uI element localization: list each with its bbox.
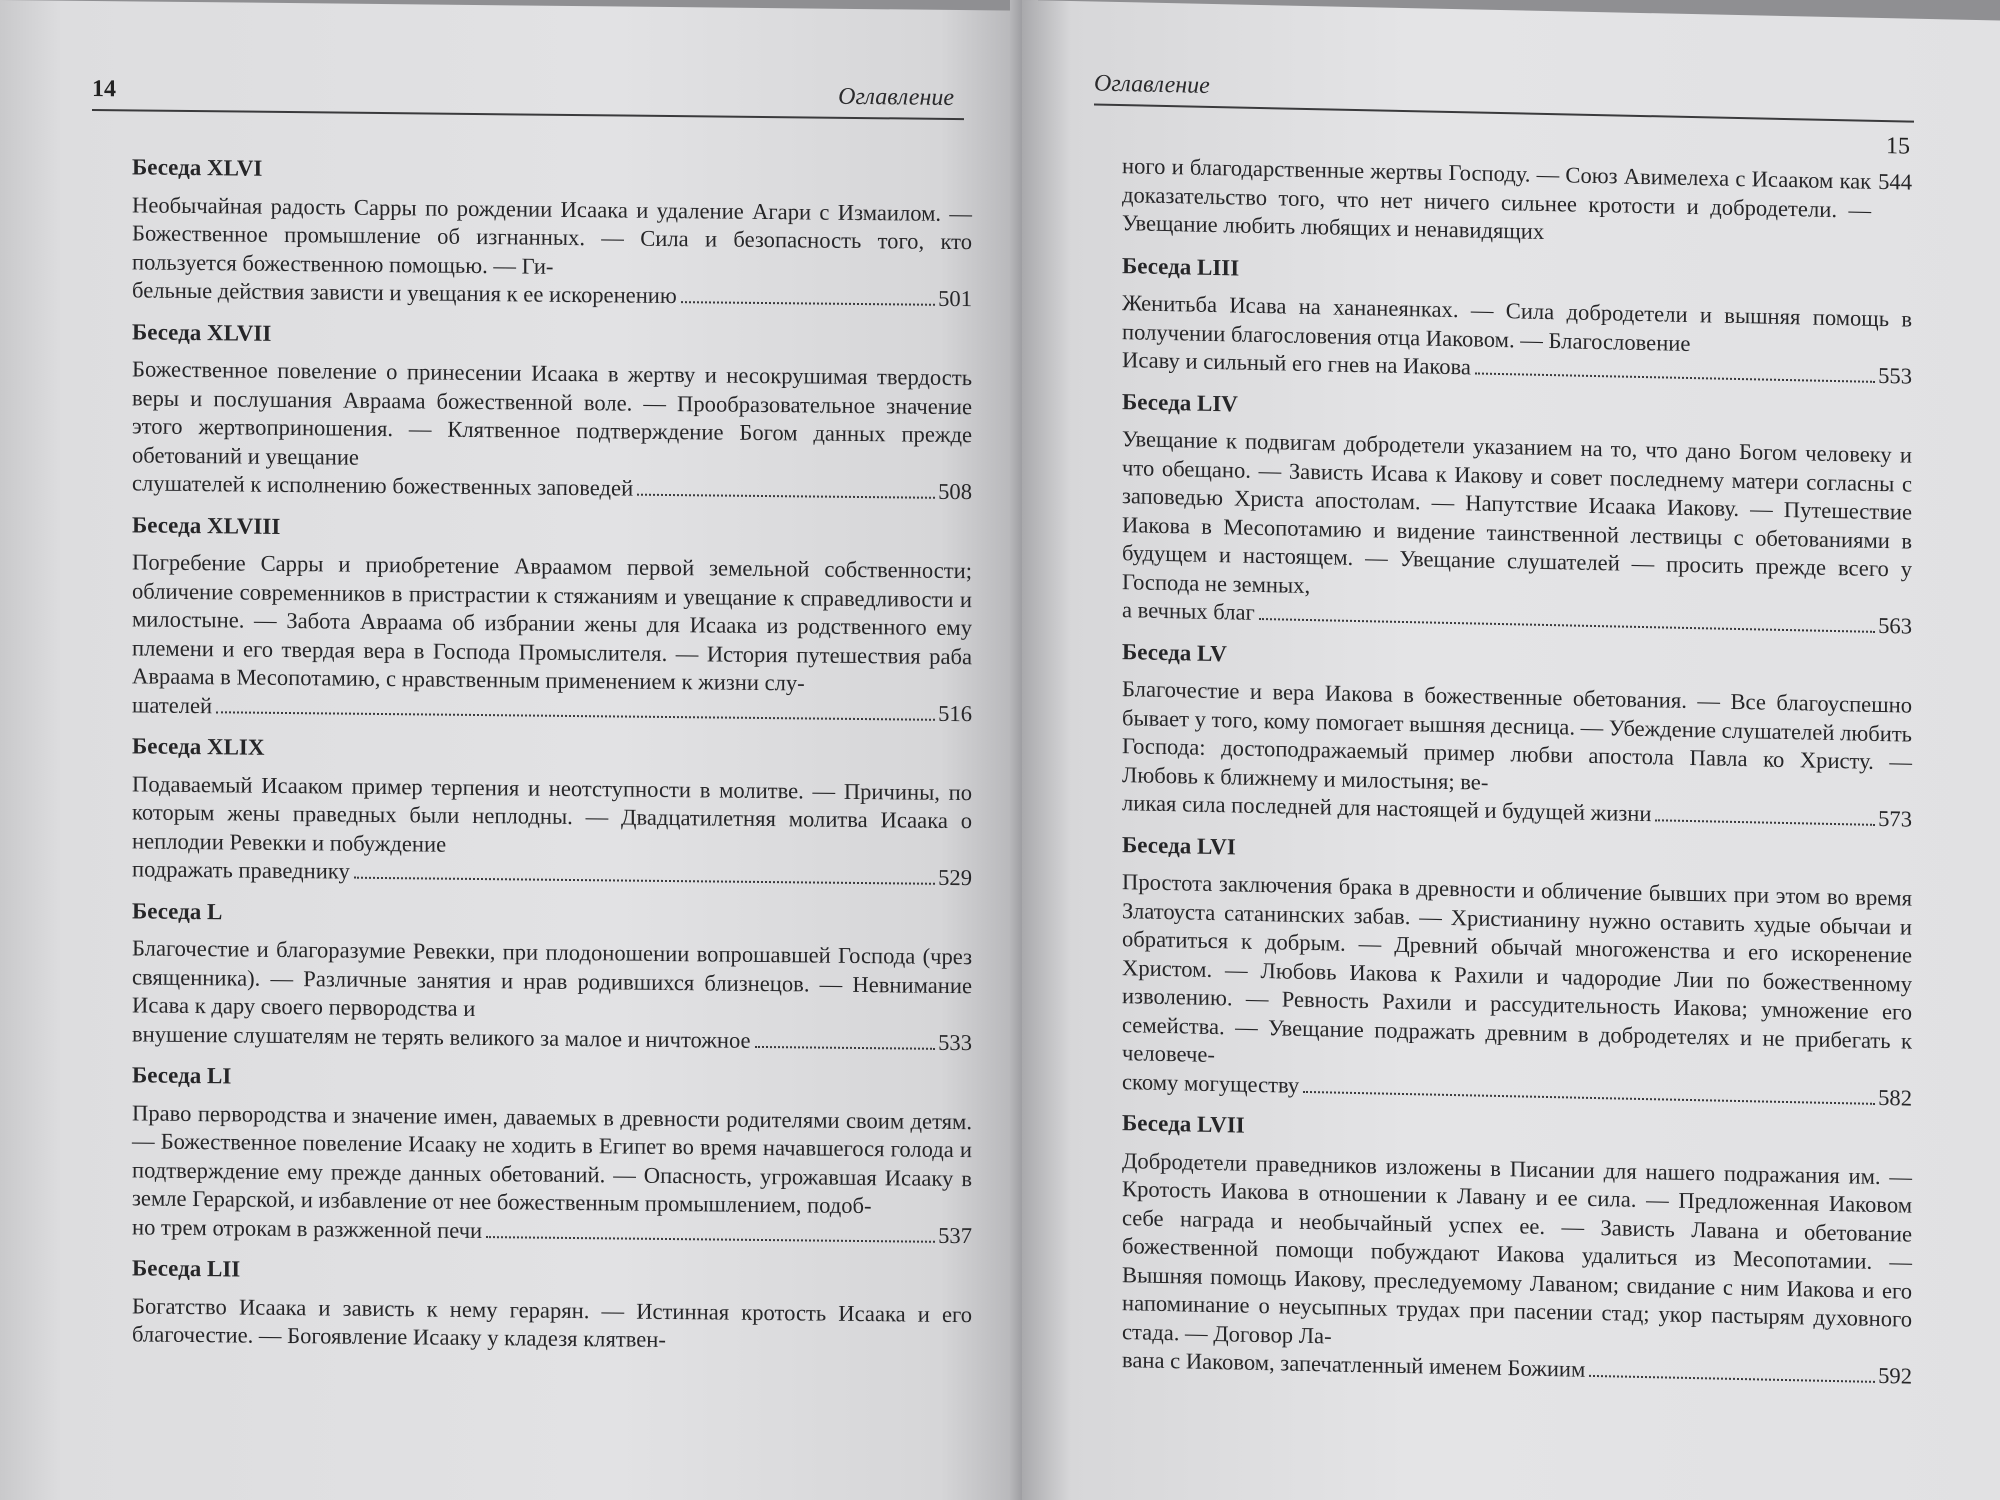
right-page: [1022, 0, 2000, 1500]
toc-entry: [132, 318, 972, 507]
entry-description: Необычайная радость Сарры по рождении Исаака и удаление Агари с Измаилом. — Божественное промышление об изгнанных. — Сила и безопасность того, кто пользуется божественною помощью. — Ги-: [132, 191, 972, 279]
entry-last-line: а вечных благ: [1122, 597, 1255, 625]
entry-title: Беседа XLIX: [132, 733, 265, 760]
page-number-left: 14: [92, 75, 116, 103]
entry-title: Беседа XLVI: [132, 154, 263, 181]
entry-title: Беседа LVII: [1122, 1110, 1245, 1138]
continuation-text: ного и благодарственные жертвы Господу. — Союз Авимелеха с Исааком как доказательство того, что нет ничего сильнее кротости и добродетели. — Увещание любить любящих и ненавидящих: [1122, 153, 1872, 244]
entry-last-line: слушателей к исполнению божественных заповедей: [132, 470, 634, 501]
toc-page-number: 553: [1878, 362, 1912, 389]
toc-entry: [1122, 1109, 1912, 1391]
left-page-header: [92, 67, 964, 120]
continuation-entry: [1122, 152, 1912, 254]
dot-leader: [681, 301, 935, 306]
toc-page-number: 501: [938, 285, 972, 312]
entry-description: Женитьба Исава на хананеянках. — Сила добродетели и вышняя помощь в получении благословения отца Иаковом. — Благословение: [1122, 290, 1912, 356]
toc-page-number: 563: [1878, 612, 1912, 639]
toc-page-number: 592: [1878, 1362, 1912, 1389]
dot-leader: [354, 877, 935, 885]
entry-last-line: вана с Иаковом, запечатленный именем Божиим: [1122, 1347, 1586, 1382]
right-page-header: [1094, 62, 1914, 160]
toc-page-number: 582: [1878, 1084, 1912, 1111]
entry-description: Благочестие и благоразумие Ревекки, при плодоношении вопрошавшей Господа (чрез священника). — Различные занятия и нрав родившихся близнецов. — Невнимание Исава к дару своего первородства и: [132, 935, 972, 1021]
running-head-right: Оглавление: [1094, 70, 1210, 99]
toc-entry: [132, 732, 972, 892]
entry-description: Увещание к подвигам добродетели указанием на то, что дано Богом человеку и что обещано. — Зависть Исава к Иакову и совет последнему матери согласны с заповедью Христа апостолам. — Напутствие Исаака Иакову. — Путешествие Иакова в Месопотамию и видение таинственной лествицы с обетованиями в будущем и настоящем. — Увещание слушателей — просить прежде всего у Господа не земных,: [1122, 426, 1912, 598]
entry-last-line: но трем отрокам в разжженной печи: [132, 1213, 483, 1243]
entry-last-line: шателей: [132, 691, 213, 718]
right-toc-column: [1122, 152, 1912, 1404]
entry-last-line: бельные действия зависти и увещания к ее искоренению: [132, 277, 677, 309]
page-number-right: 15: [1886, 133, 1910, 160]
toc-entry: [1122, 388, 1912, 642]
toc-page-number: 508: [938, 478, 972, 505]
entry-description: Подаваемый Исааком пример терпения и неотступности в молитве. — Причины, по которым жены праведных были неплодны. — Двадцатилетняя молитва Исаака о неплодии Ревекки и побуждение: [132, 770, 972, 857]
toc-entry: [132, 897, 972, 1057]
dot-leader: [216, 711, 935, 721]
entry-description: Погребение Сарры и приобретение Авраамом первой земельной собственности; обличение современников в пристрастии к стяжаниям и увещание к справедливости и милостыне. — Забота Авраама об избрании жены для Исаака из родственного ему племени и его твердая вера в Господа Промыслителя. — История путешествия раба Авраама в Месопотамию, с нравственным применением к жизни слу-: [132, 549, 972, 696]
dot-leader: [637, 494, 935, 499]
toc-entry: [132, 511, 972, 728]
entry-title: Беседа L: [132, 897, 223, 924]
entry-title: Беседа LV: [1122, 638, 1227, 666]
entry-title: Беседа XLVII: [132, 318, 272, 346]
toc-page-number: 544: [1878, 168, 1912, 195]
toc-leader-line: [1122, 152, 1912, 254]
dot-leader: [486, 1236, 935, 1243]
dot-leader: [1259, 618, 1875, 633]
toc-page-number: 537: [938, 1222, 972, 1248]
entry-description: Благочестие и вера Иакова в божественные обетования. — Все благоуспешно бывает у того, кому помогает вышняя десница. — Убеждение слушателей любить Господа: достоподражаемый пример любви апостола Павла ко Христу. — Любовь к ближнему и милостыня; ве-: [1122, 676, 1912, 795]
toc-page-number: 529: [938, 864, 972, 891]
dot-leader: [1475, 372, 1875, 382]
toc-entry: [1122, 831, 1912, 1113]
entry-title: Беседа LII: [132, 1255, 241, 1282]
entry-title: Беседа XLVIII: [132, 511, 281, 539]
entry-title: Беседа LIII: [1122, 252, 1240, 281]
entry-description: Право первородства и значение имен, даваемых в древности родителями своим детям. — Божественное повеление Исааку не ходить в Египет во время начавшегося голода и подтверждение ему прежде данных обетований. — Опасность, угрожавшая Исааку в земле Герарской, и избавление от нее божественным промышлением, подоб-: [132, 1099, 972, 1219]
toc-entry: [1122, 638, 1912, 835]
dot-leader: [1303, 1090, 1875, 1104]
entry-last-line: скому могуществу: [1122, 1068, 1300, 1098]
left-toc-column: [132, 153, 972, 1370]
toc-page-number: 533: [938, 1029, 972, 1055]
toc-entry: [132, 1061, 972, 1250]
dot-leader: [1655, 819, 1875, 826]
dot-leader: [1589, 1375, 1875, 1383]
entry-last-line: подражать праведнику: [132, 856, 350, 884]
entry-last-line: Исаву и сильный его гнев на Иакова: [1122, 347, 1471, 380]
entry-title: Беседа LI: [132, 1062, 232, 1089]
entry-description: Божественное повеление о принесении Исаака в жертву и несокрушимая твердость веры и послушания Авраама божественной воле. — Прообразовательное значение этого жертвоприношения. — Клятвенное подтверждение Богом данных прежде обетований и увещание: [132, 356, 972, 470]
entry-description: Простота заключения брака в древности и обличение бывших при этом во время Златоуста сатанинских забав. — Христианину нужно оставить худые обычаи и обратиться к добрым. — Древний обычай многоженства и его искоренение Христом. — Любовь Иакова к Рахили и чадородие Лии по божественному изволению. — Ревность Рахили и рассудительность Иакова; умножение его семейства. — Увещание подражать древним в добродетелях и не прибегать к человече-: [1122, 869, 1912, 1068]
toc-entry: [1122, 252, 1912, 392]
entry-last-line: внушение слушателям не терять великого за малое и ничтожное: [132, 1020, 751, 1053]
toc-entry: [132, 153, 972, 313]
entry-description: Богатство Исаака и зависть к нему герарян. — Истинная кротость Исаака и его благочестие. — Богоявление Исааку у кладезя клятвен-: [132, 1292, 972, 1352]
toc-entry: [132, 1254, 972, 1357]
toc-page-number: 516: [938, 700, 972, 726]
entry-last-line: ликая сила последней для настоящей и будущей жизни: [1122, 790, 1652, 827]
running-head-left: Оглавление: [838, 83, 954, 111]
dot-leader: [755, 1045, 936, 1049]
entry-title: Беседа LVI: [1122, 831, 1236, 859]
entry-description: Добродетели праведников изложены в Писании для нашего подражания им. — Кротость Иакова в отношении к Лавану и ее сила. — Предложенная Иаковом себе награда и необычайный успех ее. — Зависть Лавана и обетование божественной помощи побуждают Иакова удалиться из Месопотамии. — Вышняя помощь Иакову, преследуемому Лаваном; свидание с ним Иакова и его напоминание о неусыпных трудах при пасении стад; укор пастырям духовного стада. — Договор Ла-: [1122, 1147, 1912, 1348]
toc-page-number: 573: [1878, 805, 1912, 832]
entry-title: Беседа LIV: [1122, 388, 1238, 417]
